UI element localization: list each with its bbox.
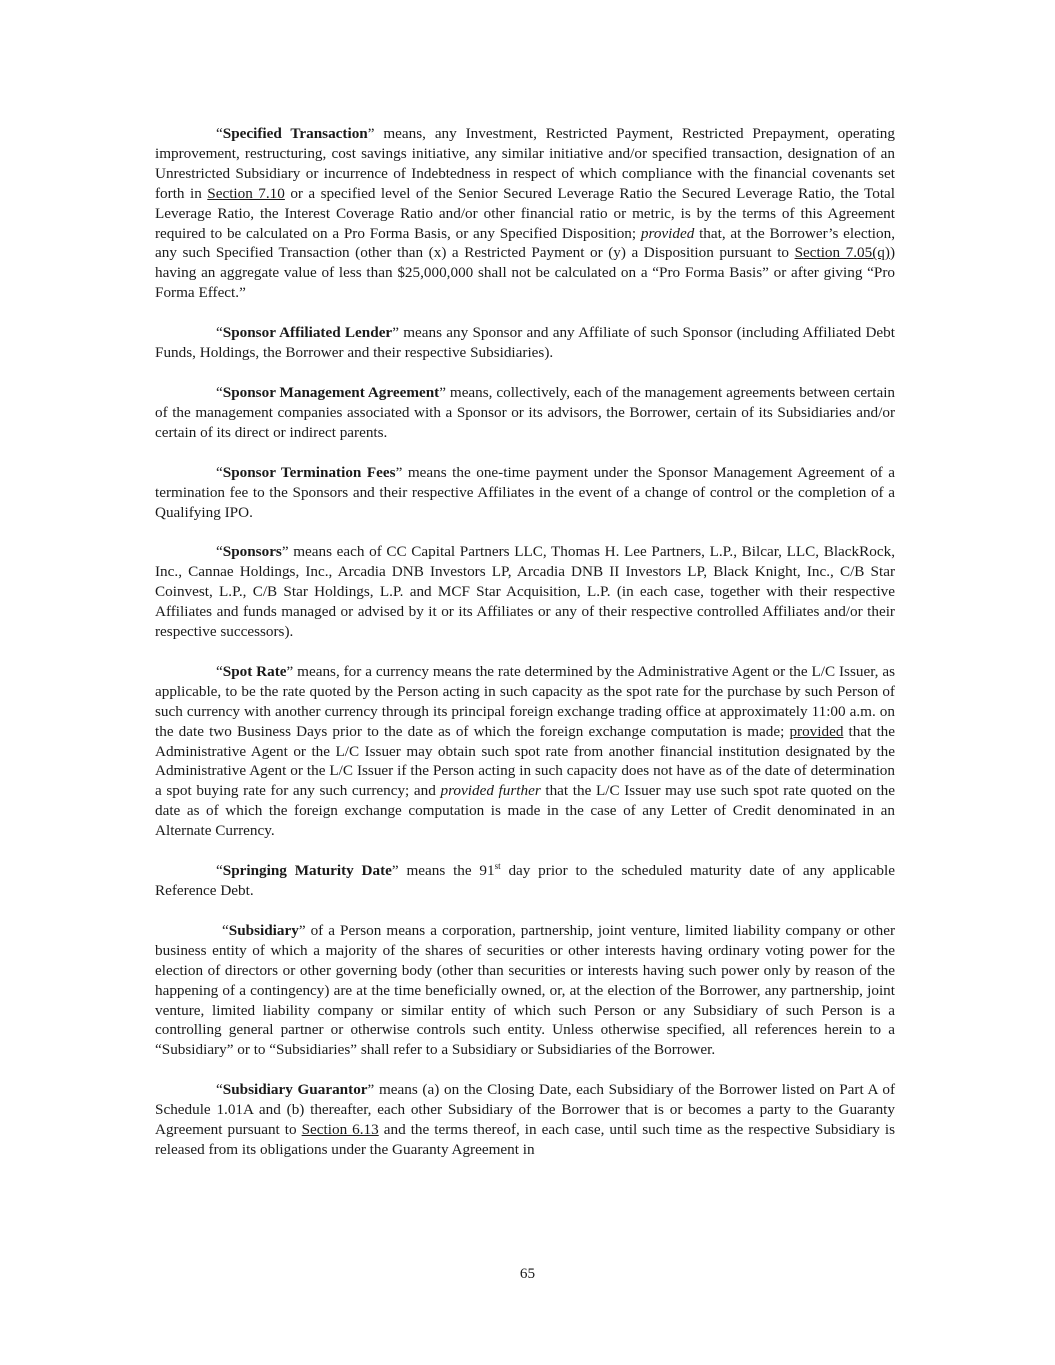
definition-text: and the terms thereof, in each case, until such time as the respective Subsidiary is released from its obligations under the Guaranty Agreement in (155, 1121, 895, 1158)
definition-sponsor-termination-fees (155, 463, 895, 523)
definition-specified-transaction (155, 124, 895, 303)
definition-text: “ (216, 862, 223, 880)
defined-term: Springing Maturity Date (222, 862, 392, 880)
defined-term: Spot Rate (222, 662, 287, 680)
definition-text: or a specified level of the Senior Secured Leverage Ratio the Secured Leverage Ratio, the Total Leverage Ratio, the Interest Coverage Ratio and/or other financial ratio or metric, is by the terms of this Agreement required to be calculated on a Pro Forma Basis, or any Specified Disposition; (155, 184, 895, 242)
defined-term: Sponsors (222, 543, 282, 561)
italic-text: provided further (440, 782, 541, 800)
definition-text: “ (216, 324, 223, 342)
definition-text: “ (216, 543, 223, 561)
definition-text: “ (222, 921, 229, 939)
definition-text: ) having an aggregate value of less than $25,000,000 shall not be calculated on a “Pro Forma Basis” or after giving “Pro Forma Effect.” (155, 244, 896, 302)
definition-text: ” of a Person means a corporation, partnership, joint venture, limited liability company or other business entity of which a majority of the shares of securities or other interests having ordinary voting power for the election of directors or other governing body (other than securities or interests having such power only by reason of the happening of a contingency) are at the time beneficially owned, or, at the election of the Borrower, any partnership, joint venture, limited liability company or similar entity of which such Person or any Subsidiary of such Person is a controlling general partner or otherwise controls such entity. Unless otherwise specified, all references herein to a “Subsidiary” or to “Subsidiaries” shall refer to a Subsidiary or Subsidiaries of the Borrower. (155, 921, 895, 1059)
definition-subsidiary (155, 921, 895, 1060)
definition-text: that the Administrative Agent or the L/C Issuer may obtain such spot rate from another financial institution designated by the Administrative Agent or the L/C Issuer if the Person acting in such capacity does not have as of the date of determination a spot buying rate for any such currency; and (155, 722, 895, 800)
definition-sponsors (155, 542, 895, 642)
underlined-reference: Section 6.13 (301, 1121, 379, 1139)
definition-text: ” means each of CC Capital Partners LLC, Thomas H. Lee Partners, L.P., Bilcar, LLC, BlackRock, Inc., Cannae Holdings, Inc., Arcadia DNB Investors LP, Arcadia DNB II Investors LP, Black Knight, Inc., C/B Star Coinvest, L.P., C/B Star Holdings, L.P. and MCF Star Acquisition, L.P. (in each case, together with their respective Affiliates and funds managed or advised by it or its Affiliates or any of their respective controlled Affiliates and/or their respective successors). (155, 543, 895, 641)
superscript: st (494, 861, 501, 872)
definition-text: ” means, collectively, each of the management agreements between certain of the management companies associated with a Sponsor or its advisors, the Borrower, certain of its Subsidiaries and/or certain of its direct or indirect parents. (155, 383, 896, 441)
defined-term: Specified Transaction (222, 125, 368, 142)
definition-spot-rate (155, 662, 895, 841)
definition-subsidiary-guarantor (155, 1080, 895, 1160)
definition-text: “ (216, 383, 223, 401)
definition-text: “ (216, 125, 223, 142)
definition-text: “ (216, 662, 223, 680)
definition-text: “ (216, 463, 223, 481)
document-page (155, 124, 895, 1160)
definition-text: ” means, for a currency means the rate determined by the Administrative Agent or the L/C Issuer, as applicable, to be the rate quoted by the Person acting in such capacity as the spot rate for the purchase by such Person of such currency with another currency through its principal foreign exchange trading office at approximately 11:00 a.m. on the date two Business Days prior to the date as of which the foreign exchange computation is made; (155, 662, 895, 740)
definition-springing-maturity-date (155, 861, 895, 901)
italic-text: provided (640, 224, 695, 242)
defined-term: Sponsor Affiliated Lender (222, 324, 393, 342)
definition-text: day prior to the scheduled maturity date of any applicable Reference Debt. (155, 862, 895, 899)
definition-text: ” means (a) on the Closing Date, each Subsidiary of the Borrower listed on Part A of Schedule 1.01A and (b) thereafter, each other Subsidiary of the Borrower that is or becomes a party to the Guaranty Agreement pursuant to (155, 1081, 895, 1139)
underlined-reference: provided (789, 722, 844, 740)
definition-text: ” means any Sponsor and any Affiliate of such Sponsor (including Affiliated Debt Funds, Holdings, the Borrower and their respective Subsidiaries). (155, 324, 895, 362)
definition-text: that, at the Borrower’s election, any such Specified Transaction (other than (x) a Restricted Payment or (y) a Disposition pursuant to (155, 224, 895, 262)
definition-sponsor-affiliated-lender (155, 323, 895, 363)
definition-sponsor-management-agreement (155, 383, 895, 443)
definition-text: “ (216, 1081, 223, 1099)
underlined-reference: Section 7.10 (207, 184, 285, 202)
defined-term: Subsidiary (228, 921, 299, 939)
definition-text: ” means, any Investment, Restricted Payment, Restricted Prepayment, operating improvement, restructuring, cost savings initiative, any similar initiative and/or specified transaction, designation of an Unrestricted Subsidiary or incurrence of Indebtedness in respect of which compliance with the financial covenants set forth in (155, 125, 895, 202)
page-number: 65 (519, 1265, 536, 1282)
underlined-reference: Section 7.05(q) (794, 244, 890, 262)
definition-text: ” means the one-time payment under the Sponsor Management Agreement of a termination fee to the Sponsors and their respective Affiliates in the event of a change of control or the completion of a Qualifying IPO. (155, 463, 895, 521)
defined-term: Sponsor Management Agreement (222, 383, 440, 401)
definition-text: that the L/C Issuer may use such spot rate quoted on the date as of which the foreign exchange computation is made in the case of any Letter of Credit denominated in an Alternate Currency. (155, 782, 895, 840)
defined-term: Sponsor Termination Fees (222, 463, 396, 481)
definition-text: ” means the 91 (391, 862, 495, 880)
defined-term: Subsidiary Guarantor (222, 1081, 368, 1099)
